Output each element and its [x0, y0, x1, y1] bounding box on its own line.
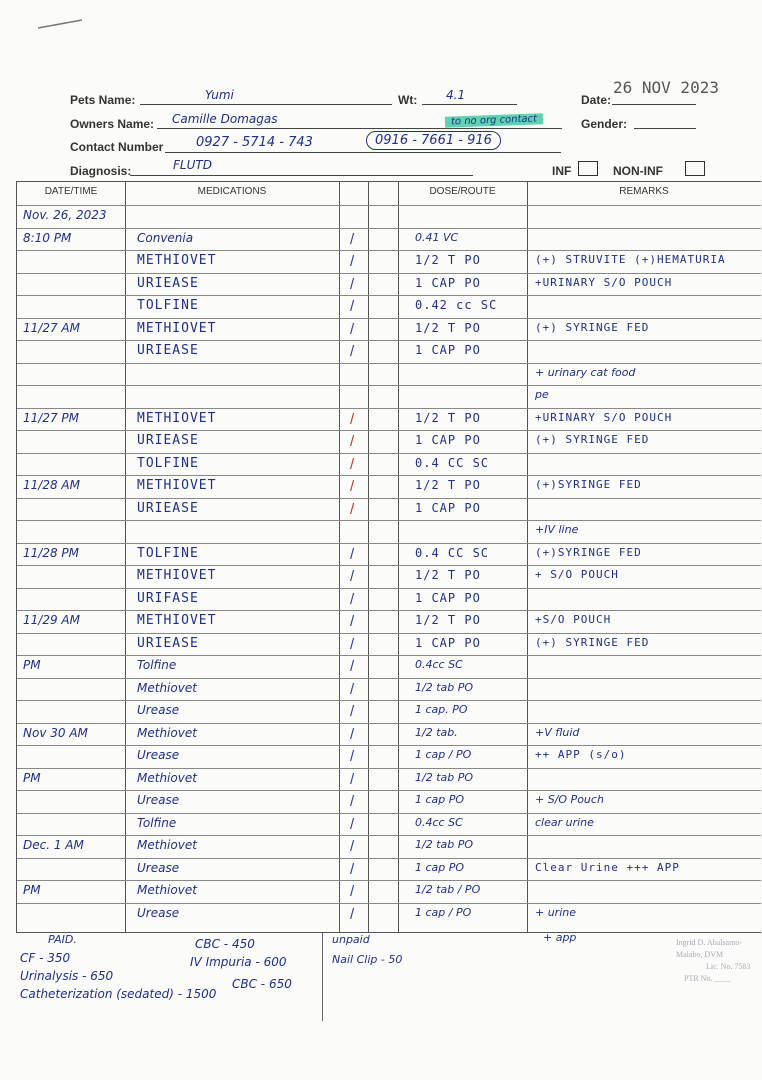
- row-dose: 1/2 T PO: [415, 613, 481, 627]
- row-tick: /: [350, 568, 355, 585]
- row-remarks: (+) SYRINGE FED: [535, 635, 650, 649]
- table-row: [17, 813, 761, 837]
- table-row: [17, 723, 761, 747]
- row-tick: /: [350, 770, 355, 788]
- row-dose: 1/2 T PO: [415, 253, 481, 267]
- diagnosis-line: [130, 175, 473, 176]
- table-row: [17, 453, 761, 477]
- row-dose: 1 CAP PO: [415, 635, 481, 650]
- pets-name-value: Yumi: [205, 88, 234, 102]
- inf-label: INF: [552, 164, 572, 178]
- row-remarks: (+) SYRINGE FED: [535, 320, 650, 334]
- owners-name-label: Owners Name:: [70, 117, 155, 131]
- wt-value: 4.1: [446, 88, 466, 102]
- row-remarks: pe: [535, 388, 549, 401]
- row-remarks: +IV line: [535, 523, 579, 536]
- footer-divider: [322, 933, 323, 1021]
- row-tick: /: [350, 703, 355, 720]
- table-row: [17, 768, 761, 792]
- table-row: [17, 228, 761, 252]
- vet-stamp: [676, 937, 762, 985]
- row-dose: 0.4 CC SC: [415, 455, 490, 470]
- row-date: PM: [23, 658, 41, 672]
- row-tick: /: [350, 905, 355, 923]
- row-dose: 0.4cc SC: [415, 815, 463, 829]
- row-remarks: (+)SYRINGE FED: [535, 478, 642, 491]
- row-medication: Urease: [137, 748, 180, 762]
- table-row: [17, 520, 761, 544]
- row-tick: /: [350, 433, 355, 450]
- row-dose: 1 CAP PO: [415, 590, 481, 605]
- row-medication: URIEASE: [137, 500, 199, 516]
- row-dose: 1/2 tab PO: [415, 838, 474, 851]
- row-date: 11/29 AM: [23, 613, 80, 627]
- contact-label: Contact Number: [70, 140, 164, 154]
- row-tick: /: [350, 320, 355, 338]
- row-medication: Methiovet: [137, 838, 197, 852]
- row-dose: 1 CAP PO: [415, 343, 481, 357]
- row-dose: 1/2 T PO: [415, 320, 481, 335]
- row-dose: 1/2 tab / PO: [415, 883, 481, 896]
- row-medication: Methiovet: [137, 770, 197, 785]
- stamp-line: Ingrid D. Abalsamo-Malabo, DVM: [676, 938, 742, 959]
- table-row: [17, 340, 761, 364]
- fee-item-3: CBC - 650: [232, 977, 292, 991]
- wt-label: Wt:: [398, 93, 418, 107]
- row-dose: 1/2 T PO: [415, 568, 481, 582]
- row-dose: 1 cap PO: [415, 793, 465, 806]
- noninf-checkbox[interactable]: [685, 161, 705, 176]
- table-row: [17, 835, 761, 859]
- row-medication: TOLFINE: [137, 545, 199, 561]
- stamp-line: Lic. No. 7583: [706, 962, 751, 971]
- row-remarks: ++ APP (s/o): [535, 748, 627, 761]
- stray-pen-mark: [36, 18, 86, 30]
- row-tick: /: [350, 658, 355, 675]
- table-row: [17, 700, 761, 724]
- row-tick: /: [350, 883, 355, 900]
- row-tick: /: [350, 613, 355, 630]
- row-tick: /: [350, 680, 355, 698]
- row-remarks: + urinary cat food: [535, 365, 636, 379]
- table-row: [17, 205, 761, 229]
- date-line: [612, 104, 696, 105]
- row-medication: URIEASE: [137, 433, 199, 448]
- pets-name-line: [140, 104, 392, 105]
- table-row: [17, 633, 761, 657]
- remarks-app-note: + app: [543, 931, 577, 944]
- row-tick: /: [350, 343, 355, 360]
- row-dose: 1/2 tab PO: [415, 680, 474, 694]
- row-tick: /: [350, 635, 355, 653]
- row-dose: 1 cap / PO: [415, 905, 472, 919]
- gender-line: [634, 128, 696, 129]
- table-row: [17, 565, 761, 589]
- row-medication: METHIOVET: [137, 253, 217, 268]
- unpaid-label: unpaid: [332, 933, 370, 946]
- noninf-label: NON-INF: [613, 164, 663, 178]
- row-remarks: + S/O Pouch: [535, 793, 604, 806]
- diagnosis-value: FLUTD: [173, 158, 212, 172]
- row-medication: URIEASE: [137, 635, 199, 651]
- row-date: 11/28 AM: [23, 478, 80, 492]
- row-remarks: +URINARY S/O POUCH: [535, 275, 673, 289]
- row-remarks: + urine: [535, 905, 577, 919]
- row-tick: /: [350, 253, 355, 270]
- table-row: [17, 318, 761, 342]
- row-medication: URIFASE: [137, 590, 199, 606]
- contact-2-value: 0916 - 7661 - 916: [366, 131, 501, 150]
- row-medication: URIEASE: [137, 343, 199, 358]
- owners-name-value: Camille Domagas: [172, 112, 278, 126]
- row-remarks: +S/O POUCH: [535, 613, 612, 626]
- row-medication: TOLFINE: [137, 455, 199, 471]
- header-remarks: REMARKS: [619, 186, 669, 197]
- row-tick: /: [350, 298, 355, 315]
- row-tick: /: [350, 860, 355, 878]
- row-date: 11/27 AM: [23, 320, 80, 335]
- row-date: 11/27 PM: [23, 410, 79, 425]
- row-dose: 1 cap / PO: [415, 748, 472, 761]
- row-medication: Urease: [137, 860, 180, 875]
- medication-sheet: [16, 181, 761, 933]
- row-remarks: +V fluid: [535, 725, 580, 739]
- table-row: [17, 678, 761, 702]
- owner-note-highlight: to no org contact: [445, 113, 543, 127]
- row-remarks: + S/O POUCH: [535, 568, 619, 581]
- row-medication: Methiovet: [137, 680, 197, 695]
- row-medication: Methiovet: [137, 883, 197, 897]
- header-date-time: DATE/TIME: [44, 186, 98, 197]
- row-tick: /: [350, 545, 355, 563]
- contact-line: [165, 152, 561, 153]
- row-medication: METHIOVET: [137, 410, 217, 426]
- row-tick: /: [350, 793, 355, 810]
- table-row: [17, 430, 761, 454]
- gender-label: Gender:: [581, 117, 628, 131]
- row-medication: URIEASE: [137, 275, 199, 291]
- table-row: [17, 475, 761, 499]
- row-remarks: (+) STRUVITE (+)HEMATURIA: [535, 253, 726, 266]
- wt-line: [422, 104, 517, 105]
- row-dose: 1 CAP PO: [415, 275, 481, 290]
- row-medication: METHIOVET: [137, 568, 217, 583]
- row-date: PM: [23, 770, 41, 785]
- row-tick: /: [350, 748, 355, 765]
- fee-item-1: CBC - 450: [195, 937, 255, 951]
- paid-item-1: CF - 350: [20, 951, 71, 965]
- table-row: [17, 745, 761, 769]
- row-remarks: Clear Urine +++ APP: [535, 860, 680, 874]
- row-tick: /: [350, 590, 355, 608]
- row-date: PM: [23, 883, 41, 897]
- row-remarks: +URINARY S/O POUCH: [535, 410, 673, 424]
- row-tick: /: [350, 838, 355, 855]
- row-dose: 0.41 VC: [415, 230, 459, 244]
- date-label: Date:: [581, 93, 612, 107]
- table-row: [17, 655, 761, 679]
- row-remarks: (+) SYRINGE FED: [535, 433, 650, 446]
- header-dose-route: DOSE/ROUTE: [429, 186, 496, 197]
- paid-item-3: Catheterization (sedated) - 1500: [20, 987, 217, 1001]
- row-tick: /: [350, 230, 355, 248]
- row-dose: 1 cap. PO: [415, 703, 468, 716]
- row-dose: 1 CAP PO: [415, 500, 481, 515]
- row-dose: 1/2 tab PO: [415, 770, 474, 784]
- diagnosis-label: Diagnosis:: [70, 164, 132, 178]
- row-date: Dec. 1 AM: [23, 838, 84, 852]
- row-dose: 1/2 T PO: [415, 478, 481, 492]
- row-medication: METHIOVET: [137, 478, 217, 493]
- table-row: [17, 498, 761, 522]
- row-tick: /: [350, 478, 355, 495]
- table-row: [17, 880, 761, 904]
- row-tick: /: [350, 815, 355, 833]
- row-medication: Methiovet: [137, 725, 197, 740]
- contact-1-value: 0927 - 5714 - 743: [196, 135, 313, 150]
- owners-name-line: [157, 128, 562, 129]
- stamp-line: PTR No. ____: [684, 974, 731, 983]
- row-medication: Tolfine: [137, 658, 177, 672]
- table-row: [17, 790, 761, 814]
- row-medication: Tolfine: [137, 815, 177, 830]
- table-row: [17, 588, 761, 612]
- row-dose: 1/2 tab.: [415, 725, 458, 739]
- row-date: Nov. 26, 2023: [23, 208, 107, 222]
- table-row: [17, 363, 761, 387]
- header-medications: MEDICATIONS: [197, 186, 267, 197]
- row-date: Nov 30 AM: [23, 725, 88, 740]
- fee-item-2: IV Impuria - 600: [190, 955, 287, 969]
- row-dose: 0.4 CC SC: [415, 545, 490, 560]
- paid-label: PAID.: [48, 933, 77, 946]
- pets-name-label: Pets Name:: [70, 93, 136, 107]
- row-dose: 0.4cc SC: [415, 658, 463, 671]
- row-date: 11/28 PM: [23, 545, 79, 560]
- row-medication: TOLFINE: [137, 298, 199, 313]
- row-tick: /: [350, 275, 355, 293]
- row-tick: /: [350, 500, 355, 518]
- row-medication: METHIOVET: [137, 613, 217, 628]
- inf-checkbox[interactable]: [578, 161, 598, 176]
- row-dose: 1 cap PO: [415, 860, 465, 874]
- row-medication: Urease: [137, 793, 180, 807]
- table-row: [17, 543, 761, 567]
- table-row: [17, 385, 761, 409]
- row-dose: 1/2 T PO: [415, 410, 481, 425]
- row-medication: Urease: [137, 703, 180, 717]
- table-row: [17, 295, 761, 319]
- row-medication: Urease: [137, 905, 180, 920]
- unpaid-item-1: Nail Clip - 50: [332, 953, 403, 966]
- row-remarks: (+)SYRINGE FED: [535, 545, 642, 559]
- row-remarks: clear urine: [535, 815, 594, 829]
- row-medication: Convenia: [137, 230, 194, 245]
- row-medication: METHIOVET: [137, 320, 217, 336]
- table-row: [17, 903, 761, 927]
- row-tick: /: [350, 410, 355, 428]
- row-dose: 1 CAP PO: [415, 433, 481, 447]
- paid-item-2: Urinalysis - 650: [20, 969, 114, 983]
- table-row: [17, 610, 761, 634]
- row-date: 8:10 PM: [23, 230, 72, 245]
- row-tick: /: [350, 725, 355, 743]
- date-value: 26 NOV 2023: [613, 78, 719, 97]
- row-dose: 0.42 cc SC: [415, 298, 498, 312]
- row-tick: /: [350, 455, 355, 473]
